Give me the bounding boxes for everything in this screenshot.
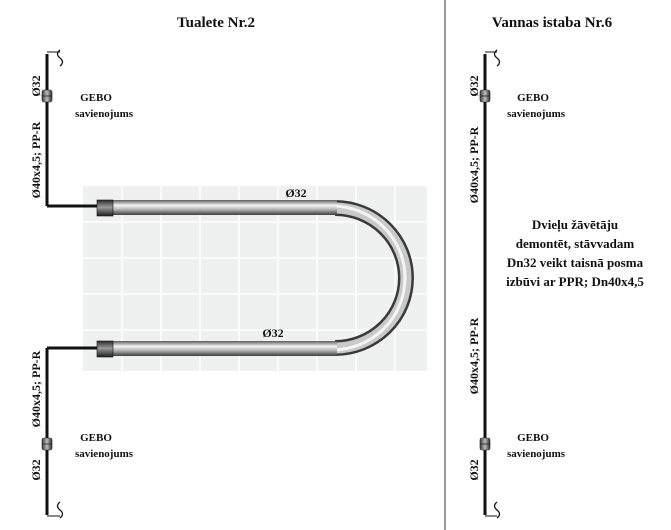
right-gebo-top-line1: GEBO [517,92,549,104]
demolition-note [506,217,644,289]
towel-rail-top-dim: Ø32 [285,186,307,200]
right-dim-bottom: Ø32 [467,459,481,481]
right-gebo-bottom-line2: savienojums [506,448,566,460]
right-pipe-top-label: Ø40x4,5; PP-R [467,126,481,204]
left-gebo-bottom-line2: savienojums [74,448,134,460]
gebo-fitting-top-right [480,90,490,102]
right-gebo-bottom-line1: GEBO [517,432,549,444]
right-gebo-top-line2: savienojums [506,108,566,120]
note-line-2: demontēt, stāvvadam [515,236,635,251]
note-line-1: Dvieļu žāvētāju [531,217,619,232]
left-dim-top: Ø32 [29,75,43,97]
left-gebo-top-line1: GEBO [80,92,112,104]
gebo-fitting-bottom-left [42,438,52,450]
left-panel-title: Tualete Nr.2 [176,15,256,31]
left-pipe-bottom-label: Ø40x4,5; PP-R [29,350,43,428]
right-dim-top: Ø32 [467,75,481,97]
note-line-3: Dn32 veikt taisnā posma [506,255,644,270]
note-line-4: izbūvi ar PPR; Dn40x4,5 [506,274,644,289]
left-gebo-bottom-line1: GEBO [80,432,112,444]
gebo-fitting-bottom-right [480,438,490,450]
left-dim-bottom: Ø32 [29,459,43,481]
left-gebo-top-line2: savienojums [74,108,134,120]
right-pipe-bottom-label: Ø40x4,5; PP-R [467,317,481,395]
left-riser-upper [47,50,100,206]
left-pipe-top-label: Ø40x4,5; PP-R [29,121,43,199]
right-panel-title: Vannas istaba Nr.6 [491,15,613,31]
gebo-fitting-top-left [42,90,52,102]
towel-rail-bottom-dim: Ø32 [262,326,284,340]
